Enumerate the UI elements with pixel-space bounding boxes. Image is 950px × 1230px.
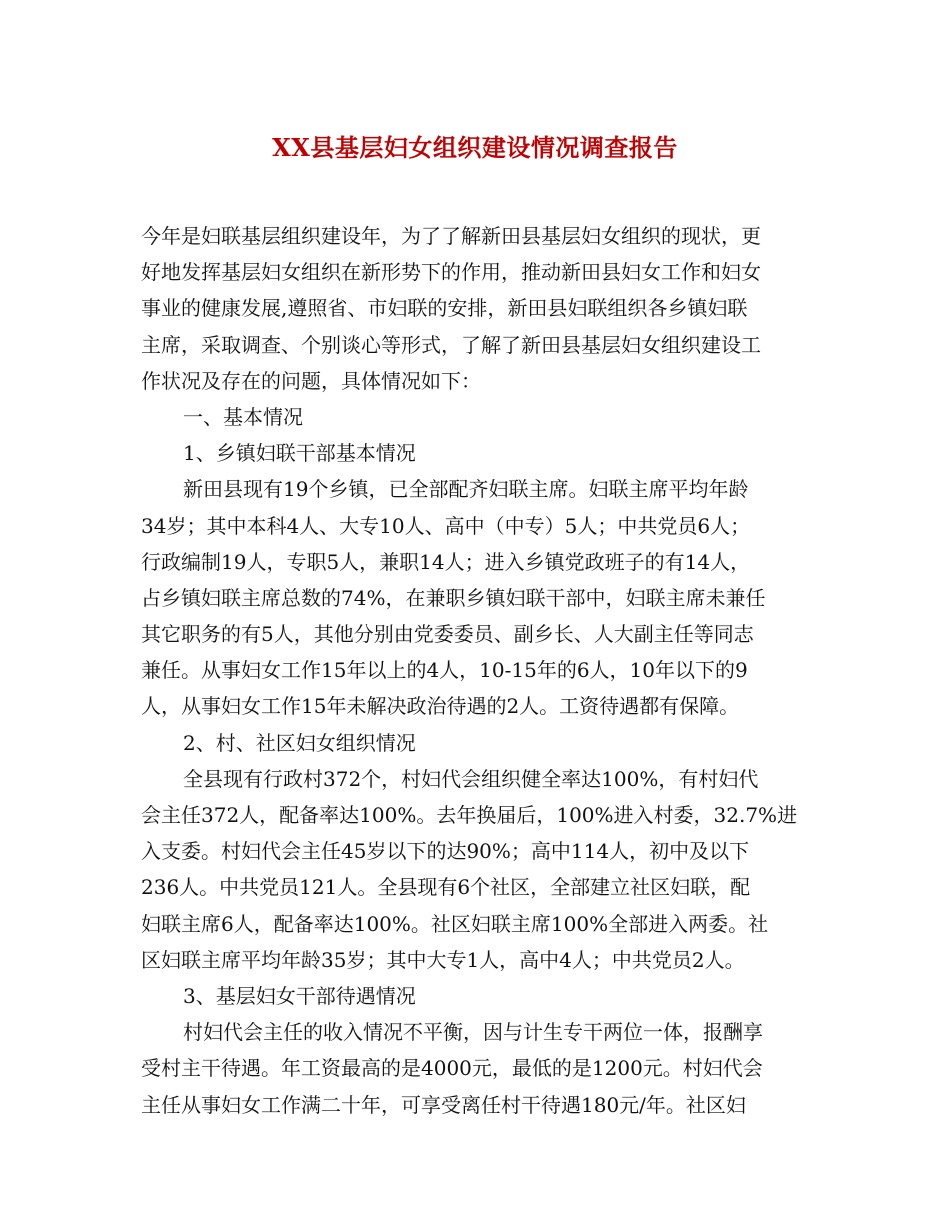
paragraph-line: 主席，采取调查、个别谈心等形式，了解了新田县基层妇女组织建设工 (141, 332, 761, 357)
document-body (141, 218, 821, 1123)
paragraph-line: 人，从事妇女工作15年未解决政治待遇的2人。工资待遇都有保障。 (141, 694, 740, 719)
paragraph-line: 入支委。村妇代会主任45岁以下的达90%；高中114人，初中及以下 (141, 839, 750, 864)
paragraph-line: 事业的健康发展,遵照省、市妇联的安排，新田县妇联组织各乡镇妇联 (141, 296, 748, 321)
paragraph-line: 好地发挥基层妇女组织在新形势下的作用，推动新田县妇女工作和妇女 (141, 260, 761, 285)
paragraph-line: 区妇联主席平均年龄35岁；其中大专1人，高中4人；中共党员2人。 (141, 947, 745, 972)
paragraph-line: 行政编制19人，专职5人，兼职14人；进入乡镇党政班子的有14人， (141, 549, 751, 574)
paragraph-line: 全县现有行政村372个，村妇代会组织健全率达100%，有村妇代 (183, 766, 759, 791)
section-heading: 一、基本情况 (183, 404, 303, 429)
subsection-heading: 2、村、社区妇女组织情况 (183, 730, 416, 755)
paragraph-line: 236人。中共党员121人。全县现有6个社区，全部建立社区妇联，配 (141, 875, 751, 900)
paragraph-line: 作状况及存在的问题，具体情况如下： (141, 368, 481, 393)
paragraph-line: 妇联主席6人，配备率达100%。社区妇联主席100%全部进入两委。社 (141, 911, 769, 936)
paragraph-line: 会主任372人，配备率达100%。去年换届后，100%进入村委，32.7%进 (141, 803, 798, 827)
paragraph-line: 主任从事妇女工作满二十年，可享受离任村干待遇180元/年。社区妇 (141, 1092, 746, 1117)
subsection-heading: 1、乡镇妇联干部基本情况 (183, 441, 416, 466)
paragraph-line: 今年是妇联基层组织建设年，为了了解新田县基层妇女组织的现状，更 (141, 224, 761, 248)
document-title: XX县基层妇女组织建设情况调查报告 (272, 133, 678, 162)
paragraph-line: 兼任。从事妇女工作15年以上的4人，10-15年的6人，10年以下的9 (141, 658, 748, 683)
subsection-heading: 3、基层妇女干部待遇情况 (183, 983, 416, 1008)
paragraph-line: 占乡镇妇联主席总数的74%，在兼职乡镇妇联干部中，妇联主席未兼任 (141, 585, 766, 610)
paragraph-line: 34岁；其中本科4人、大专10人、高中（中专）5人；中共党员6人； (141, 513, 751, 538)
paragraph-line: 村妇代会主任的收入情况不平衡，因与计生专干两位一体，报酬享 (183, 1020, 763, 1045)
paragraph-line: 其它职务的有5人，其他分别由党委委员、副乡长、人大副主任等同志 (141, 622, 754, 647)
paragraph-line: 新田县现有19个乡镇，已全部配齐妇联主席。妇联主席平均年龄 (183, 477, 749, 502)
paragraph-line: 受村主干待遇。年工资最高的是4000元，最低的是1200元。村妇代会 (141, 1056, 763, 1081)
